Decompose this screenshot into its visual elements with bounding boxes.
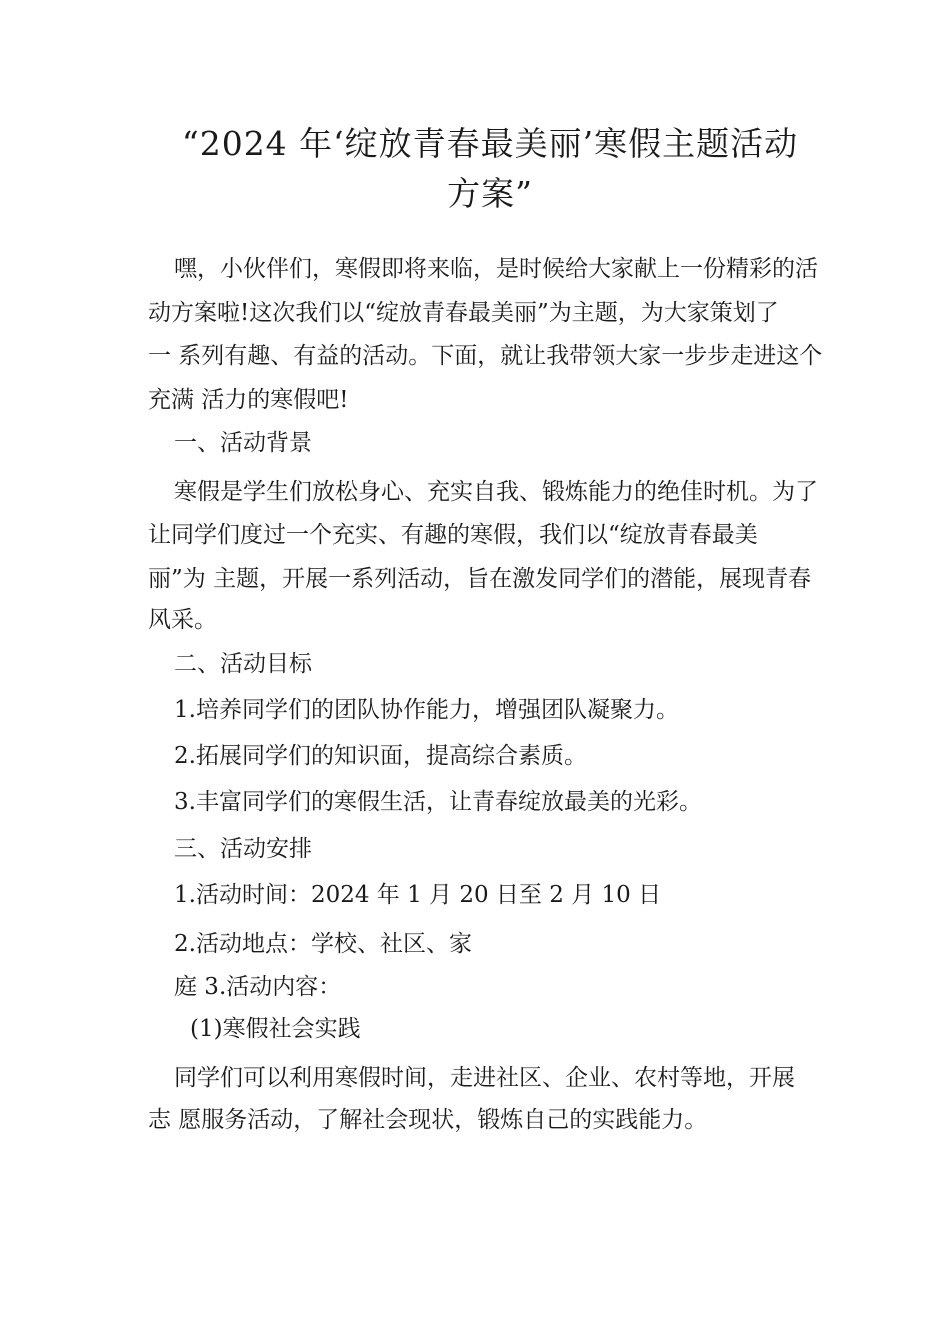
document-title-line-1: “2024 年‘绽放青春最美丽’寒假主题活动 [181,124,799,163]
background-paragraph-line: 让同学们度过一个充实、有趣的寒假，我们以“绽放青春最美 [148,522,758,548]
intro-paragraph-line: 嘿，小伙伴们，寒假即将来临，是时候给大家献上一份精彩的活 [174,256,818,282]
practice-paragraph-line: 同学们可以利用寒假时间，走进社区、企业、农村等地，开展 [174,1065,795,1091]
intro-paragraph-line: 动方案啦!这次我们以“绽放青春最美丽”为主题，为大家策划了 [148,300,779,326]
goal-item: 2.拓展同学们的知识面，提高综合素质。 [174,743,587,769]
goal-item: 3.丰富同学们的寒假生活，让青春绽放最美的光彩。 [174,789,702,815]
intro-paragraph-line: 一 系列有趣、有益的活动。下面，就让我带领大家一步步走进这个 [148,343,823,369]
background-paragraph-line: 风采。 [148,607,217,633]
practice-paragraph-line: 志 愿服务活动，了解社会现状，锻炼自己的实践能力。 [148,1107,708,1133]
background-paragraph-line: 丽”为 主题，开展一系列活动，旨在激发同学们的潜能，展现青春 [148,566,812,592]
section-heading-background: 一、活动背景 [174,430,312,456]
goal-item: 1.培养同学们的团队协作能力，增强团队凝聚力。 [174,697,679,723]
background-paragraph-line: 寒假是学生们放松身心、充实自我、锻炼能力的绝佳时机。为了 [174,479,818,505]
document-title-line-2: 方案” [447,174,533,213]
section-heading-goals: 二、活动目标 [174,651,312,677]
intro-paragraph-line: 充满 活力的寒假吧! [148,387,349,413]
arrangement-item: 2.活动地点：学校、社区、家 [174,931,472,957]
arrangement-item: 1.活动时间：2024 年 1 月 20 日至 2 月 10 日 [174,882,662,908]
subsection-heading: (1)寒假社会实践 [190,1016,361,1042]
section-heading-arrangement: 三、活动安排 [174,836,312,862]
arrangement-item: 庭 3.活动内容： [174,974,342,1000]
